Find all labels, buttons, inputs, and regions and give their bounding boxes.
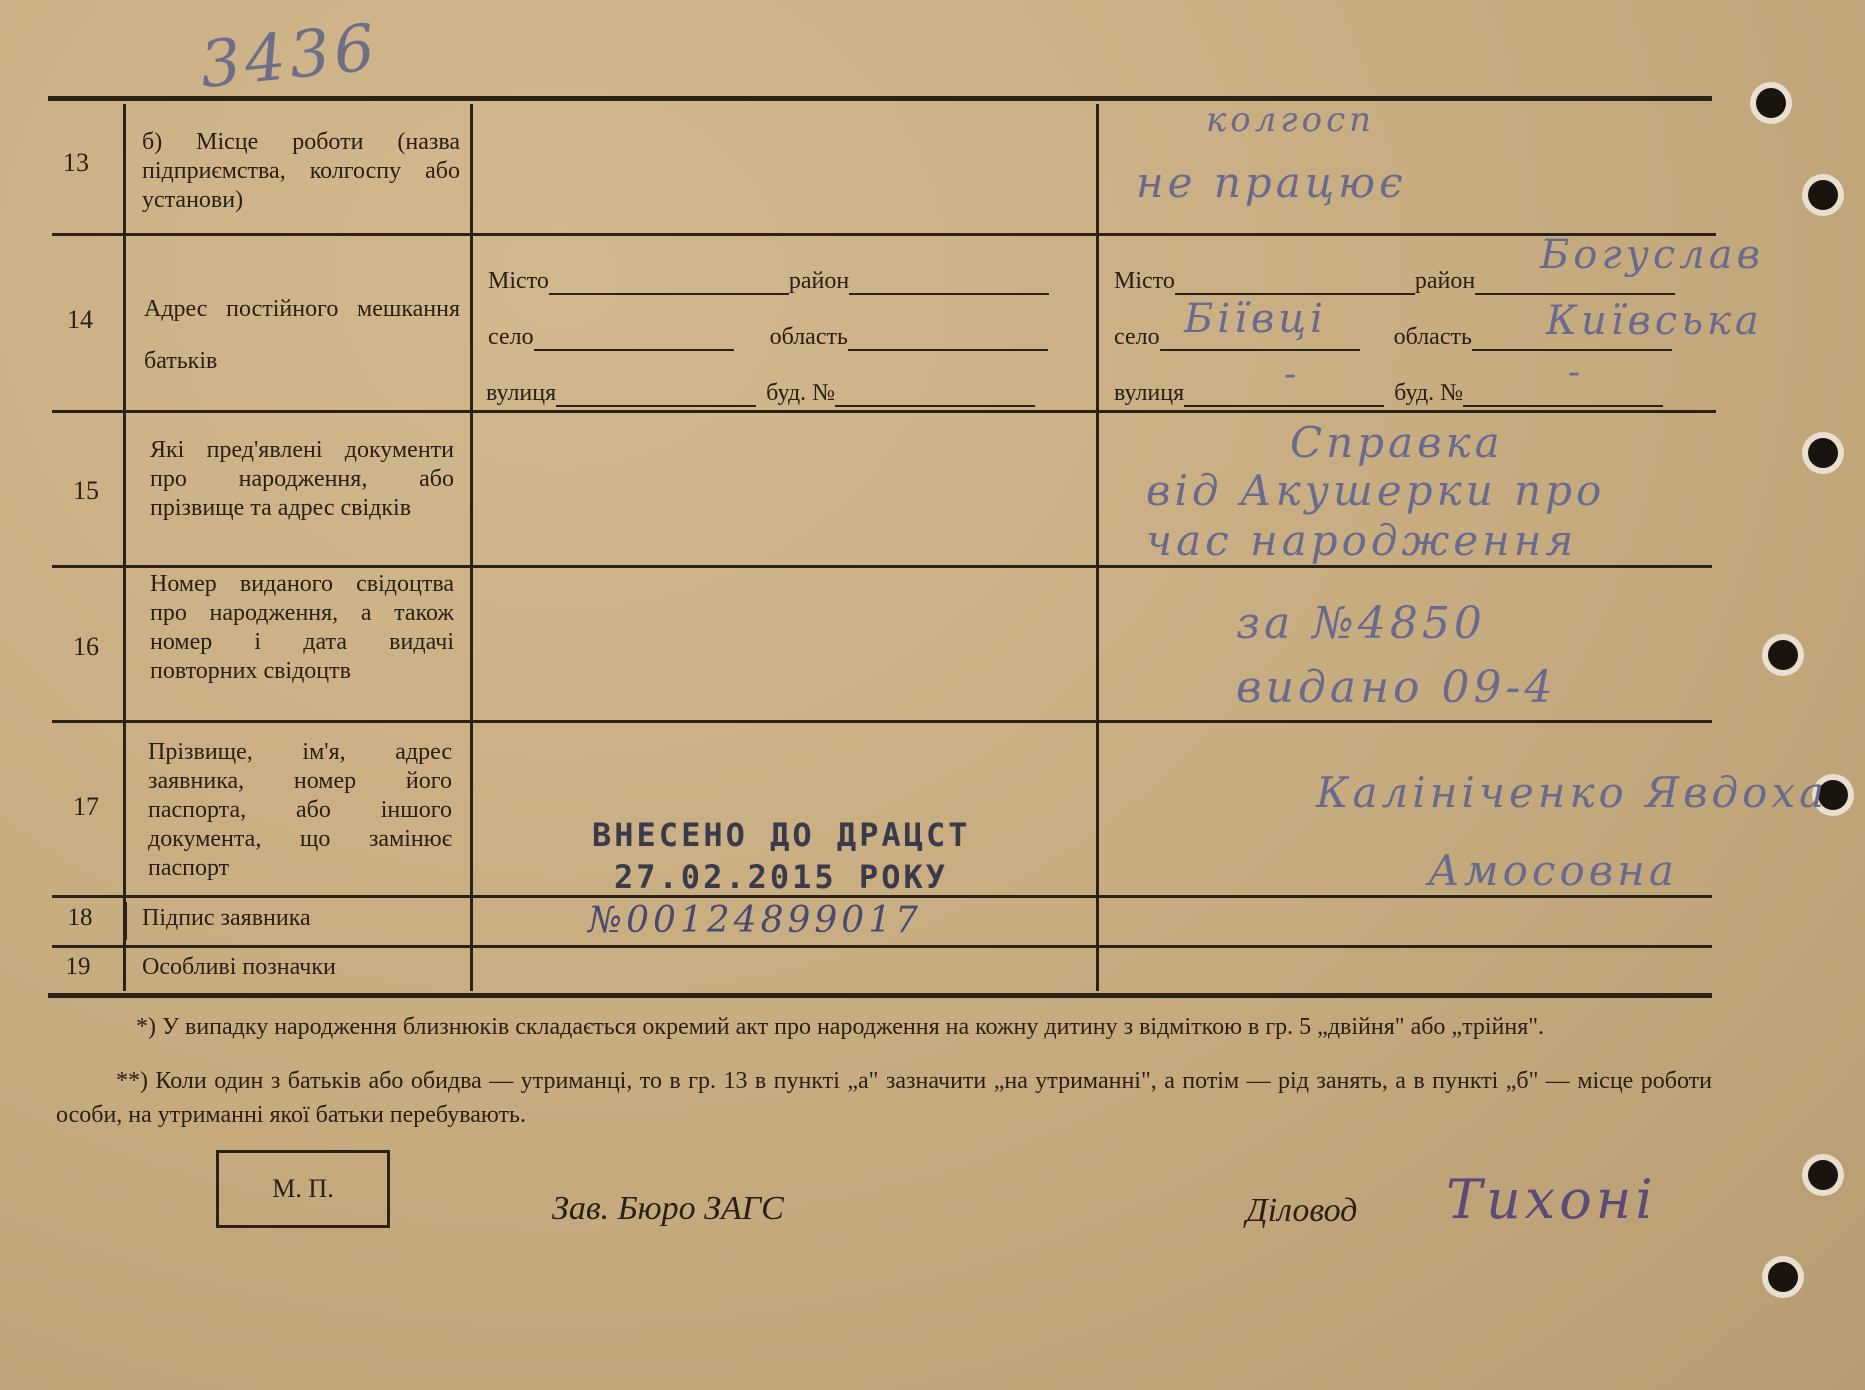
clerk-label: Діловод [1246,1192,1358,1229]
footnote-1: *) У випадку народження близнюків складається окремий акт про народження на кожну дитину з відміткою в гр. 5 „двійня" або „трійня". [136,1014,1545,1040]
row-15-handwriting-3: час народження [1146,516,1578,565]
head-of-registry-label: Зав. Бюро ЗАГС [552,1190,784,1227]
mid-region-label: область [769,324,848,350]
mid-street-field [486,380,1035,407]
row-18-number: 18 [67,904,93,931]
row-divider [52,233,1716,236]
row-19-number: 19 [65,953,91,980]
right-street-label: вулиця [1114,380,1185,406]
row-14-label: Адрес постійного мешкання батьків [144,296,460,374]
seal-label: М. П. [272,1174,334,1203]
table-bottom-rule [48,993,1712,998]
right-district-label: район [1414,268,1476,294]
col-divider-label [470,104,473,991]
row-divider [52,410,1716,413]
row-16-handwriting-2: видано 09-4 [1236,662,1557,713]
row-14-building-handwriting: - [1568,352,1585,393]
row-13-handwriting-2: не працює [1136,158,1407,207]
archive-mark: 3436 [196,10,383,104]
right-city-label: Місто [1114,268,1175,294]
row-17-label: Прізвище, ім'я, адрес заявника, номер його паспорта, або іншого документа, що замінює паспорт [148,739,452,881]
row-16-handwriting-1: за №4850 [1236,598,1486,649]
row-divider [52,720,1712,723]
mid-street-label: вулиця [486,380,557,406]
row-18-handwriting: №00124899017 [588,900,923,941]
punch-hole [1756,88,1786,118]
row-divider [52,945,1712,948]
row-18-label: Підпис заявника [142,905,311,931]
col-divider-number [123,104,126,991]
right-region-label: область [1393,324,1472,350]
row-13-handwriting-1: колгосп [1206,100,1376,140]
row-13-number: 13 [63,148,89,177]
mid-village-label: село [488,324,534,350]
clerk-signature: Тихоні [1446,1168,1657,1231]
right-village-label: село [1114,324,1160,350]
row-14-region-handwriting: Київська [1546,298,1763,344]
registry-stamp-line-2: 27.02.2015 РОКУ [614,858,948,896]
punch-hole [1768,1262,1798,1292]
table-top-rule [48,96,1712,101]
row-15-handwriting-2: від Акушерки про [1146,466,1606,515]
punch-hole [1808,180,1838,210]
row-15-number: 15 [73,476,99,505]
mid-city-label: Місто [488,268,549,294]
row-13-label: б) Місце роботи (назва підприємства, колгоспу або установи) [142,129,460,213]
mid-building-label: буд. № [766,380,836,406]
mid-city-field [488,268,1049,295]
row-14-street-handwriting: - [1284,354,1301,395]
row-15-handwriting-1: Справка [1290,418,1504,467]
row-18-number-divider [124,902,127,940]
row-14-number: 14 [67,305,93,334]
punch-hole [1768,640,1798,670]
row-14-district-handwriting: Богуслав [1540,232,1764,278]
punch-hole [1808,1160,1838,1190]
punch-hole [1808,438,1838,468]
row-divider [52,565,1712,568]
row-17-number: 17 [73,792,99,821]
row-17-handwriting-1: Калініченко Явдоха [1316,768,1829,817]
row-19-label: Особливі позначки [142,954,336,980]
mid-district-label: район [788,268,850,294]
row-16-number: 16 [73,632,99,661]
footnote-2: **) Коли один з батьків або обидва — утриманці, то в гр. 13 в пункті „а" зазначити „на утриманні", а потім — рід занять, а в пункті „б" — місце роботи особи, на утриманні якої батьки перебувають. [56,1068,1712,1128]
right-building-label: буд. № [1394,380,1464,406]
registry-stamp-line-1: ВНЕСЕНО ДО ДРАЦСТ [592,816,971,854]
col-divider-value [1096,104,1099,991]
seal-box [216,1150,390,1228]
row-17-handwriting-2: Амосовна [1428,846,1678,895]
mid-village-field [488,324,1048,351]
row-15-label: Які пред'явлені документи про народження, або прізвище та адрес свідків [150,437,454,521]
row-16-label: Номер виданого свідоцтва про народження, а також номер і дата видачі повторних свідоцтв [150,571,454,684]
row-14-village-handwriting: Біївці [1184,296,1327,342]
